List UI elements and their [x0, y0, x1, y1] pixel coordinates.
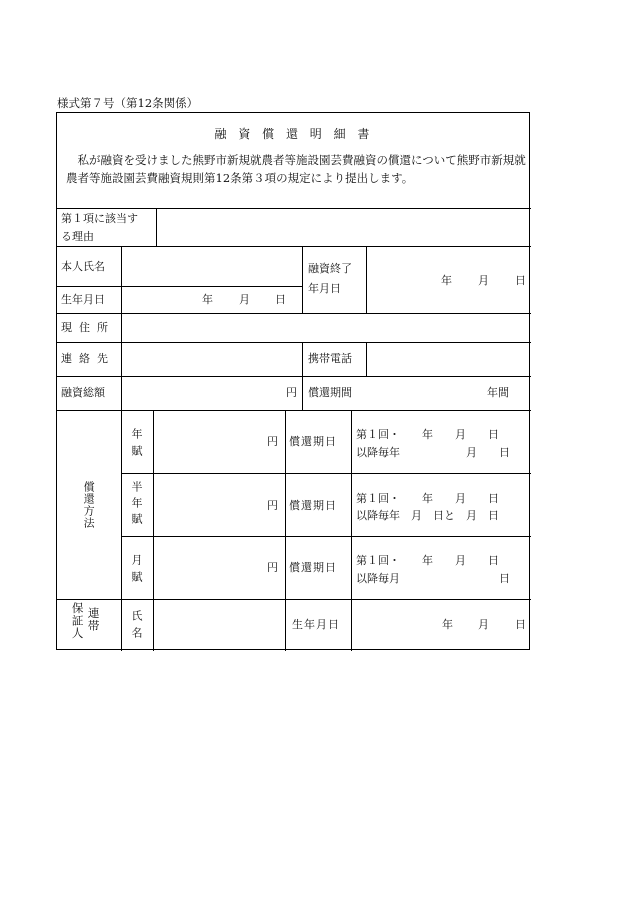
reason-label-line1: 第１項に該当す: [61, 212, 138, 225]
birthdate-month: 月: [239, 293, 250, 306]
loan-total-label: 融資総額: [61, 386, 105, 399]
method-label: 償還方法: [82, 481, 96, 529]
mobile-label: 携帯電話: [308, 352, 352, 365]
semi-annual-line1: 第１回・ 年 月 日: [356, 492, 499, 505]
intro-text: 私が融資を受けました熊野市新規就農者等施設園芸費融資の償還について熊野市新規就農者等施設園芸費融資規則第12条第３項の規定により提出します。: [66, 153, 526, 185]
contact-field[interactable]: [122, 343, 302, 376]
guarantor-birth-day: 日: [515, 618, 526, 631]
semi-annual-yen: 円: [267, 499, 278, 512]
annual-line2: 以降毎年 月 日: [356, 446, 510, 459]
monthly-line2: 以降毎月 日: [356, 572, 510, 585]
annual-due-label: 償還期日: [289, 435, 337, 448]
repayment-years: 年間: [487, 386, 509, 399]
annual-label: 年賦: [130, 428, 143, 462]
name-field[interactable]: [122, 247, 302, 286]
loan-total-yen: 円: [286, 386, 297, 399]
guarantor-label-a: 連帯: [86, 607, 101, 632]
birthdate-label: 生年月日: [61, 293, 105, 306]
semi-annual-label: 半年賦: [130, 481, 143, 529]
loan-end-month: 月: [478, 274, 489, 287]
name-label: 本人氏名: [61, 260, 105, 273]
address-label: 現住所: [61, 321, 115, 334]
loan-end-label-line1: 融資終了: [308, 262, 352, 275]
semi-annual-line2: 以降毎年 月 日と 月 日: [356, 509, 499, 522]
reason-label-line2: る理由: [61, 230, 94, 243]
guarantor-name-label: 氏名: [130, 610, 143, 644]
mobile-field[interactable]: [367, 343, 530, 376]
birthdate-day: 日: [275, 293, 286, 306]
loan-end-year: 年: [441, 274, 452, 287]
guarantor-birth-year: 年: [442, 618, 453, 631]
loan-repayment-form: [56, 112, 530, 650]
address-field[interactable]: [122, 314, 530, 342]
semi-annual-due-label: 償還期日: [289, 499, 337, 512]
annual-yen: 円: [267, 435, 278, 448]
guarantor-label-b: 保証人: [70, 602, 85, 640]
monthly-line1: 第１回・ 年 月 日: [356, 554, 499, 567]
annual-line1: 第１回・ 年 月 日: [356, 428, 499, 441]
guarantor-birth-month: 月: [478, 618, 489, 631]
loan-end-label-line2: 年月日: [308, 282, 341, 295]
birthdate-year: 年: [202, 293, 213, 306]
reason-field[interactable]: [157, 209, 530, 246]
monthly-yen: 円: [267, 561, 278, 574]
repayment-period-label: 償還期間: [308, 386, 352, 399]
guarantor-name-field[interactable]: [154, 600, 285, 650]
contact-label: 連絡先: [61, 352, 115, 365]
monthly-due-label: 償還期日: [289, 561, 337, 574]
loan-end-day: 日: [515, 274, 526, 287]
form-number: 様式第７号（第12条関係）: [57, 96, 199, 110]
monthly-label: 月賦: [130, 554, 143, 588]
guarantor-birth-label: 生年月日: [292, 618, 340, 631]
form-title: 融 資 償 還 明 細 書: [214, 127, 374, 141]
